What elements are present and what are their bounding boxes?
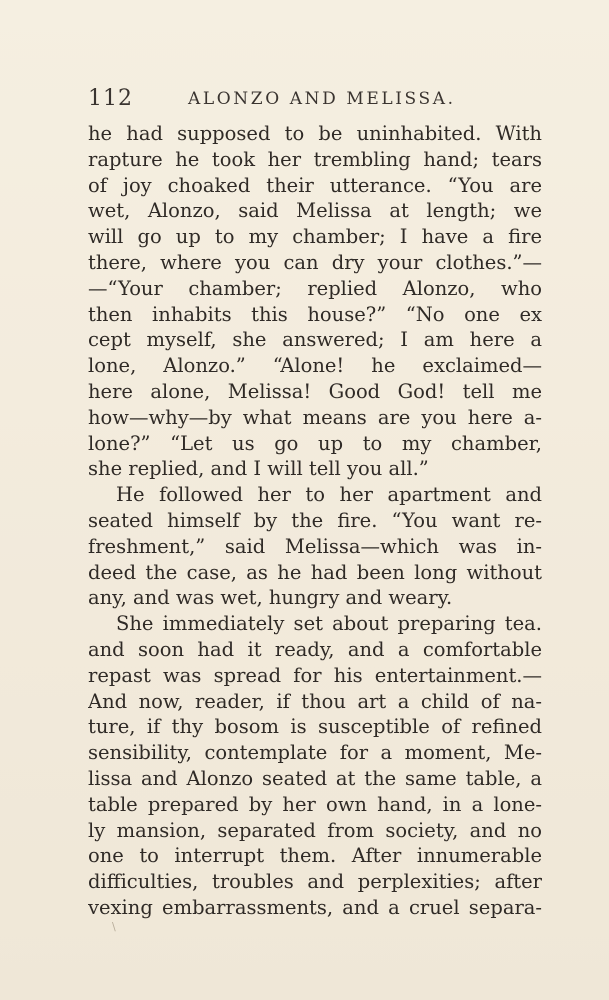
text-line: lissa and Alonzo seated at the same table, a (88, 766, 542, 790)
text-line: She immediately set about preparing tea. (116, 612, 542, 636)
text-line: seated himself by the fire. “You want re- (88, 508, 542, 532)
text-line: will go up to my chamber; I have a fire (88, 225, 542, 249)
text-line: repast was spread for his entertainment.— (88, 663, 542, 687)
text-line: He followed her to her apartment and (116, 483, 542, 507)
text-line: and soon had it ready, and a comfortable (88, 637, 542, 661)
text-line: there, where you can dry your clothes.”— (88, 250, 542, 274)
text-line: —“Your chamber; replied Alonzo, who (88, 276, 542, 300)
text-line: here alone, Melissa! Good God! tell me (88, 379, 542, 403)
text-line: rapture he took her trembling hand; tears (88, 147, 542, 171)
text-line: she replied, and I will tell you all.” (88, 457, 429, 481)
text-line: table prepared by her own hand, in a lone- (88, 792, 542, 816)
page-header (88, 86, 542, 116)
text-line: deed the case, as he had been long without (88, 560, 542, 584)
text-line: vexing embarrassments, and a cruel separa- (88, 895, 542, 919)
text-line: how—why—by what means are you here a- (88, 405, 542, 429)
text-line: cept myself, she answered; I am here a (88, 328, 542, 352)
text-line: of joy choaked their utterance. “You are (88, 173, 542, 197)
text-line: he had supposed to be uninhabited. With (88, 122, 542, 145)
text-line: And now, reader, if thou art a child of na- (88, 689, 542, 713)
ink-mark: \ (112, 920, 116, 933)
text-line: lone, Alonzo.” “Alone! he exclaimed— (88, 354, 542, 378)
text-line: lone?” “Let us go up to my chamber, (88, 431, 542, 455)
text-line: ture, if thy bosom is susceptible of refined (88, 715, 542, 739)
text-line: one to interrupt them. After innumerable (88, 844, 542, 868)
running-head: ALONZO AND MELISSA. (188, 89, 456, 109)
page-number: 112 (88, 86, 133, 111)
text-line: freshment,” said Melissa—which was in- (88, 534, 542, 558)
body-text (88, 121, 542, 921)
text-line: difficulties, troubles and perplexities; after (88, 870, 542, 894)
text-line: sensibility, contemplate for a moment, Me- (88, 741, 542, 765)
text-line: any, and was wet, hungry and weary. (88, 586, 453, 610)
text-line: then inhabits this house?” “No one ex (88, 302, 542, 326)
text-line: wet, Alonzo, said Melissa at length; we (88, 199, 542, 223)
text-line: ly mansion, separated from society, and no (88, 818, 542, 842)
